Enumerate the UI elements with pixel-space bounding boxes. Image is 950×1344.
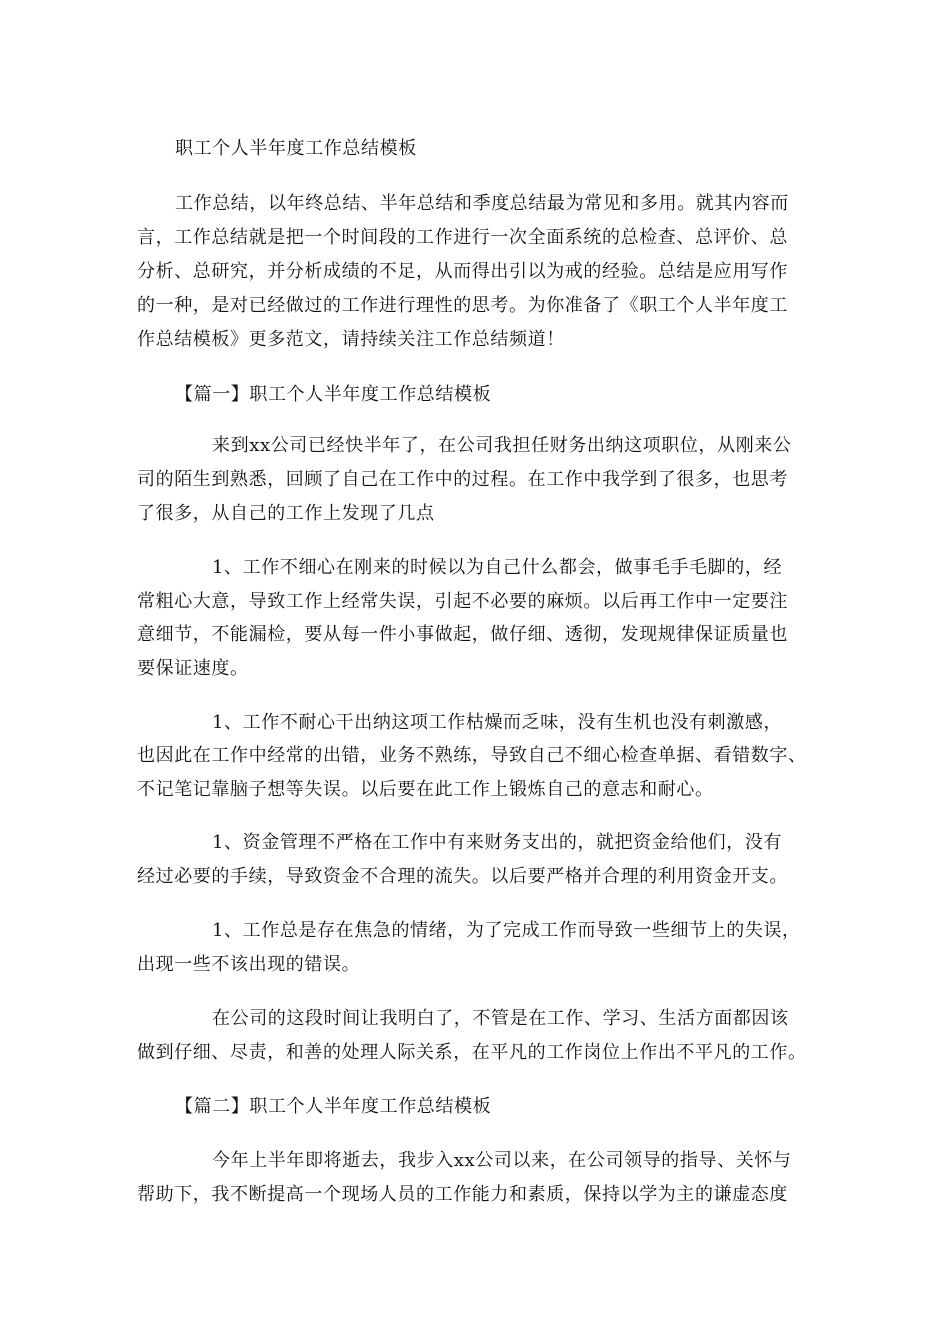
text-line: 常粗心大意，导致工作上经常失误，引起不必要的麻烦。以后再工作中一定要注	[137, 591, 788, 612]
text-line: 出现一些不该出现的错误。	[137, 954, 361, 975]
section-heading-2: 【篇二】职工个人半年度工作总结模板	[175, 1096, 492, 1117]
text-line: 经过必要的手续，导致资金不合理的流失。以后要严格并合理的利用资金开支。	[137, 866, 788, 887]
text-line: 作总结模板》更多范文，请持续关注工作总结频道！	[137, 329, 565, 350]
text-line: 来到xx公司已经快半年了，在公司我担任财务出纳这项职位，从刚来公	[212, 435, 792, 456]
text-line: 意细节，不能漏检，要从每一件小事做起，做仔细、透彻，发现规律保证质量也	[137, 624, 788, 645]
text-line: 今年上半年即将逝去，我步入xx公司以来，在公司领导的指导、关怀与	[212, 1150, 792, 1171]
text-line: 分析、总研究，并分析成绩的不足，从而得出引以为戒的经验。总结是应用写作	[137, 261, 788, 282]
text-line: 1、工作不耐心干出纳这项工作枯燥而乏味，没有生机也没有刺激感，	[212, 712, 783, 733]
text-line: 1、工作不细心在刚来的时候以为自己什么都会，做事毛手毛脚的，经	[212, 557, 783, 578]
text-line: 在公司的这段时间让我明白了，不管是在工作、学习、生活方面都因该	[212, 1008, 789, 1029]
text-line: 不记笔记靠脑子想等失误。以后要在此工作上锻炼自己的意志和耐心。	[137, 779, 714, 800]
text-line: 了很多，从自己的工作上发现了几点	[137, 503, 435, 524]
text-line: 帮助下，我不断提高一个现场人员的工作能力和素质，保持以学为主的谦虚态度	[137, 1184, 788, 1205]
text-line: 1、资金管理不严格在工作中有来财务支出的，就把资金给他们，没有	[212, 832, 783, 853]
document-title: 职工个人半年度工作总结模板	[175, 138, 417, 159]
text-line: 司的陌生到熟悉，回顾了自己在工作中的过程。在工作中我学到了很多，也思考	[137, 469, 788, 490]
text-line: 工作总结，以年终总结、半年总结和季度总结最为常见和多用。就其内容而	[175, 193, 789, 214]
text-line: 1、工作总是存在焦急的情绪，为了完成工作而导致一些细节上的失误，	[212, 920, 801, 941]
text-line: 做到仔细、尽责，和善的处理人际关系，在平凡的工作岗位上作出不平凡的工作。	[137, 1042, 807, 1063]
section-heading-1: 【篇一】职工个人半年度工作总结模板	[175, 384, 492, 405]
text-line: 言，工作总结就是把一个时间段的工作进行一次全面系统的总检查、总评价、总	[137, 227, 788, 248]
text-line: 要保证速度。	[137, 658, 249, 679]
text-line: 的一种，是对已经做过的工作进行理性的思考。为你准备了《职工个人半年度工	[137, 295, 788, 316]
text-line: 也因此在工作中经常的出错，业务不熟练，导致自己不细心检查单据、看错数字、	[137, 745, 807, 766]
